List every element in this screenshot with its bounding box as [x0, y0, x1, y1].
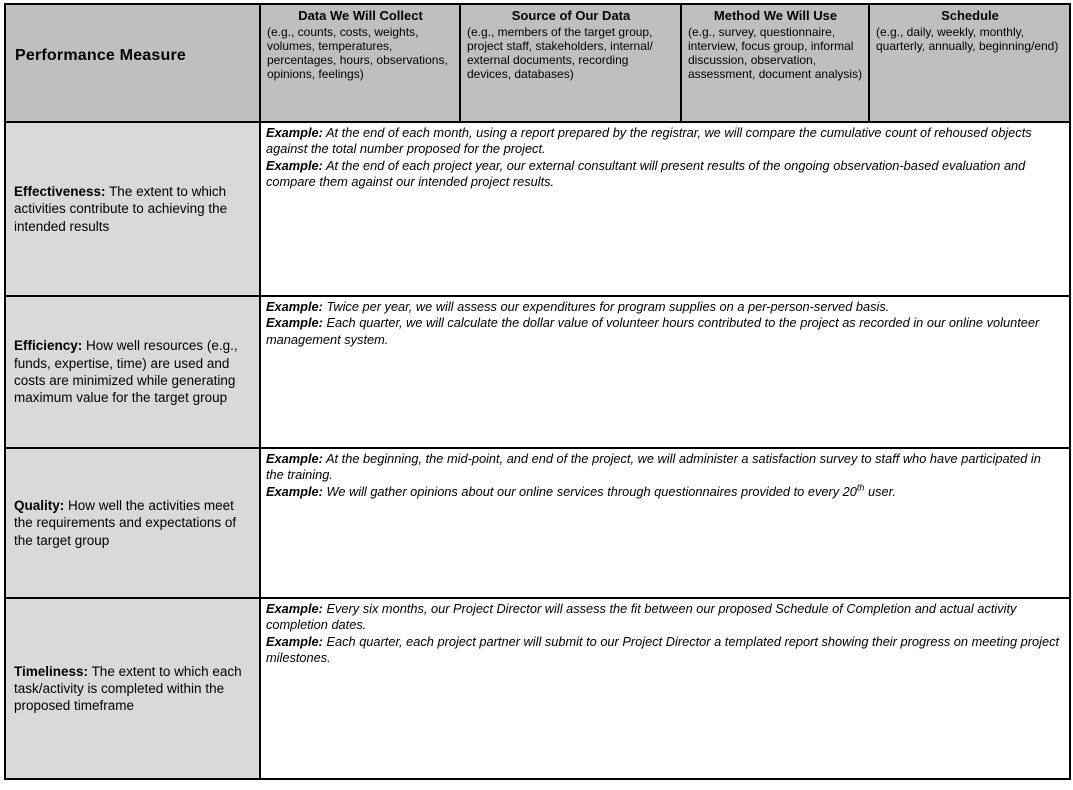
- example-body: Each quarter, we will calculate the dollar value of volunteer hours contributed to the project as recorded in our online volunteer management system.: [266, 315, 1040, 347]
- example-body: At the beginning, the mid-point, and end of the project, we will administer a satisfaction survey to staff who have participated in the training.: [266, 451, 1041, 483]
- header-performance-measure: [5, 4, 260, 122]
- column-header-data-we-will-collect: [260, 4, 460, 122]
- example-text: [266, 299, 1061, 315]
- row-description: How well resources (e.g., funds, expertise, time) are used and costs are minimized while generating maximum value for the target group: [14, 338, 238, 406]
- example-label: Example:: [266, 157, 323, 173]
- example-text: [266, 451, 1061, 484]
- row-label-efficiency: [5, 296, 260, 448]
- example-label: Example:: [266, 299, 323, 314]
- header-row: [5, 4, 1070, 122]
- row-content-timeliness: [260, 598, 1070, 779]
- row-description: How well the activities meet the requirements and expectations of the target group: [14, 498, 237, 548]
- column-hint: (e.g., daily, weekly, monthly, quarterly, annually, beginning/end): [876, 25, 1059, 54]
- example-body: Each quarter, each project partner will submit to our Project Director a templated report showing their progress on meeting project milestones.: [266, 633, 1060, 666]
- row-term: Efficiency:: [14, 338, 83, 354]
- example-superscript: th: [856, 482, 865, 493]
- column-hint: (e.g., members of the target group, project staff, stakeholders, internal/ external documents, recording devices, databases): [467, 25, 653, 82]
- row-timeliness: [5, 598, 1070, 779]
- example-text: [266, 484, 1061, 500]
- example-label: Example:: [266, 483, 323, 499]
- example-body: At the end of each project year, our external consultant will present results of the ongoing observation-based evaluation and compare them against our intended project results.: [266, 157, 1026, 190]
- column-header-source-of-our-data: [460, 4, 681, 122]
- column-title: Method We Will Use: [713, 8, 838, 23]
- example-text: [266, 634, 1061, 667]
- row-efficiency: [5, 296, 1070, 448]
- column-hint: (e.g., survey, questionnaire, interview, focus group, informal discussion, observation, assessment, document analysis): [688, 25, 863, 82]
- example-label: Example:: [266, 633, 323, 649]
- row-label-quality: [5, 448, 260, 598]
- row-content-quality: [260, 448, 1070, 598]
- example-body: At the end of each month, using a report prepared by the registrar, we will compare the cumulative count of rehoused objects against the total number proposed for the project.: [266, 125, 1032, 157]
- row-term: Effectiveness:: [14, 184, 106, 200]
- performance-measure-title: Performance Measure: [15, 47, 186, 64]
- row-description: The extent to which each task/activity is completed within the proposed timeframe: [14, 663, 242, 714]
- example-text: [266, 315, 1061, 348]
- example-label: Example:: [266, 601, 323, 616]
- example-label: Example:: [266, 451, 323, 466]
- column-header-schedule: [869, 4, 1070, 122]
- column-hint: (e.g., counts, costs, weights, volumes, temperatures, percentages, hours, observations, opinions, feelings): [267, 25, 448, 82]
- example-tail: user.: [864, 483, 896, 499]
- example-text: [266, 125, 1061, 158]
- row-term: Timeliness:: [14, 663, 89, 679]
- example-body: Twice per year, we will assess our expenditures for program supplies on a per-person-served basis.: [326, 299, 890, 314]
- row-term: Quality:: [14, 498, 65, 514]
- performance-measure-table: [4, 3, 1071, 780]
- column-title: Source of Our Data: [511, 8, 631, 23]
- row-content-effectiveness: [260, 122, 1070, 296]
- example-label: Example:: [266, 125, 323, 140]
- column-title: Data We Will Collect: [298, 8, 423, 23]
- row-description: The extent to which activities contribute to achieving the intended results: [14, 184, 228, 234]
- row-label-effectiveness: [5, 122, 260, 296]
- example-text: [266, 158, 1061, 191]
- column-title: Schedule: [941, 8, 999, 23]
- row-label-timeliness: [5, 598, 260, 779]
- row-content-efficiency: [260, 296, 1070, 448]
- example-text: [266, 601, 1061, 634]
- example-body: We will gather opinions about our online services through questionnaires provided to every 20: [326, 483, 857, 499]
- column-header-method-we-will-use: [681, 4, 869, 122]
- example-label: Example:: [266, 315, 323, 331]
- row-effectiveness: [5, 122, 1070, 296]
- row-quality: [5, 448, 1070, 598]
- example-body: Every six months, our Project Director will assess the fit between our proposed Schedule of Completion and actual activity completion dates.: [266, 601, 1017, 633]
